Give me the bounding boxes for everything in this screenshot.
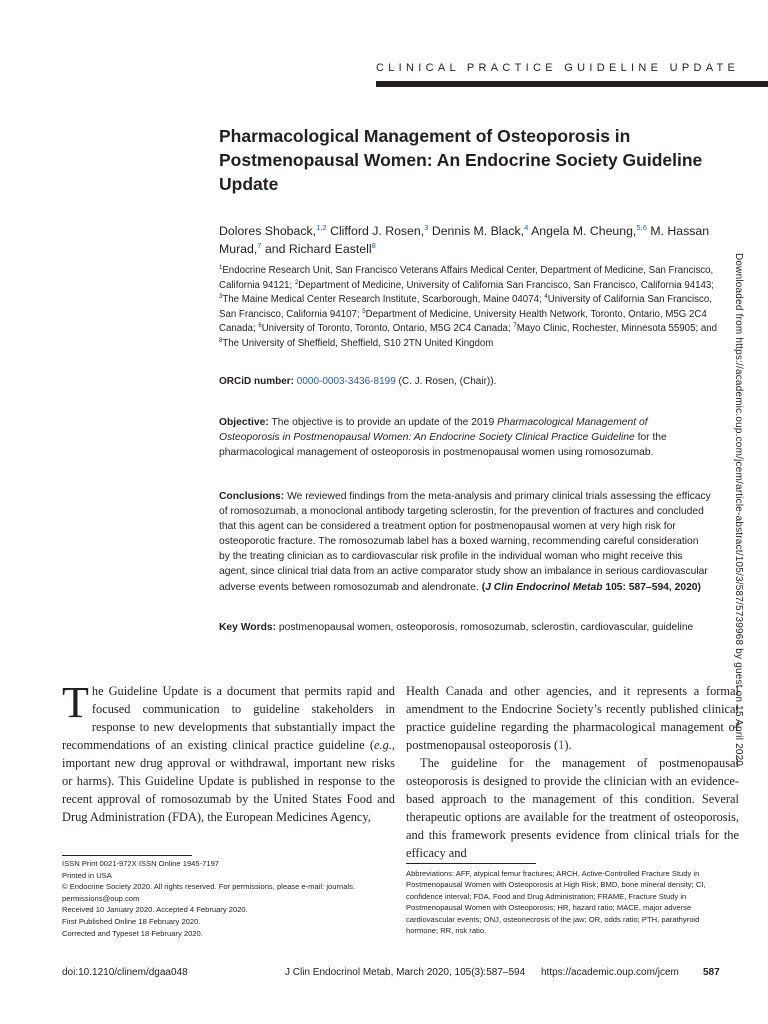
affil-number: 7 [513, 323, 517, 330]
publication-notes [62, 858, 392, 939]
published-line: First Published Online 18 February 2020. [62, 916, 201, 926]
drop-cap: T [62, 678, 89, 727]
author-name: M. Hassan Murad, [219, 224, 710, 256]
orcid-label: ORCiD number: [219, 376, 294, 387]
body-column-right [406, 682, 739, 862]
objective-text-end: for the pharmacological management of osteoporosis in postmenopausal women using romosozumab. [219, 432, 667, 459]
footnote-rule [62, 855, 192, 856]
footnote-rule [406, 863, 536, 864]
author-name: Angela M. Cheung, [531, 224, 637, 238]
orcid-line [219, 375, 719, 389]
orcid-link[interactable]: 0000-0003-3436-8199 [296, 376, 396, 387]
footer-doi[interactable]: doi:10.1210/clinem/dgaa048 [62, 967, 188, 978]
article-title: Pharmacological Management of Osteoporosis in Postmenopausal Women: An Endocrine Society Guideline Update [219, 126, 703, 194]
reference-link[interactable]: 1 [558, 738, 565, 752]
citation-journal: J Clin Endocrinol Metab [485, 581, 603, 593]
body-column-left [62, 678, 395, 826]
received-line: Received 10 January 2020. Accepted 4 February 2020. [62, 905, 248, 915]
affil-text: Department of Medicine, University of California San Francisco, San Francisco, California 94143; [298, 279, 714, 291]
author-name: Dennis M. Black, [431, 224, 525, 238]
keywords [219, 620, 711, 635]
affil-text: University of Toronto, Toronto, Ontario, M5G 2C4 Canada; [261, 323, 511, 335]
printed-line: Printed in USA [62, 870, 112, 880]
abbreviations-footnote: Abbreviations: AFF, atypical femur fractures; ARCH, Active-Controlled Fracture Study in Postmenopausal Women with Osteoporosis at High Risk; BMD, bone mineral density; CI, confidence interval; FDA, Food and Drug Administration; FRAME, Fracture Study in Postmenopausal Women with Osteoporosis; HR, hazard ratio; MACE, major adverse cardiovascular events; ONJ, osteonecrosis of the jaw; OR, odds ratio; PTH, parathyroid hormone; RR, risk ratio. [406, 869, 706, 936]
author-affil-ref[interactable]: 1,2 [316, 222, 327, 232]
author-affil-ref[interactable]: 5,6 [636, 222, 647, 232]
copyright-line: © Endocrine Society 2020. All rights reserved. For permissions, please e-mail: journals. [62, 882, 356, 892]
body-text: , important new drug approval or withdrawal, important new risks or harms). This Guideline Update is published in response to the recent approval of romosozumab by the United States Food and Drug Administration (FDA), the European Medicines Agency, [62, 738, 395, 824]
body-text: ). [564, 738, 572, 752]
conclusions-text: We reviewed findings from the meta-analysis and primary clinical trials assessing the efficacy of romosozumab, a monoclonal antibody targeting sclerostin, for the prevention of fractures and concluded that this agent can be considered a treatment option for postmenopausal women at very high risk for osteoporotic fracture. The romosozumab label has a boxed warning, recommending careful consideration by the treating clinician as to cardiovascular risk profile in the individual woman who might receive this agent, since clinical trial data from an active comparator study show an imbalance in serious cardiovascular adverse events between romosozumab and alendronate. [219, 491, 711, 593]
affil-number: 6 [258, 323, 262, 330]
body-text: he Guideline Update is a document that permits rapid and focused communication to guideline stakeholders in response to new developments that substantially impact the recommendations of an existing clinical practice guideline ( [62, 684, 395, 752]
conclusions-label: Conclusions: [219, 491, 285, 502]
download-watermark [733, 253, 760, 767]
abstract-objective [219, 415, 711, 460]
download-notice: Downloaded from https://academic.oup.com/jcem/article-abstract/105/3/587/5739968 by guest on 15 April 2020 [733, 253, 744, 767]
affil-text: Department of Medicine, University Health Network, Toronto, Ontario, M5G 2C4 Canada; [219, 308, 707, 335]
issn-line: ISSN Print 0021-972X ISSN Online 1945-7197 [62, 859, 220, 868]
header-rule [376, 81, 768, 87]
running-header: CLINICAL PRACTICE GUIDELINE UPDATE [376, 62, 740, 74]
objective-text: The objective is to provide an update of the 2019 [271, 417, 498, 428]
affil-number: 1 [219, 264, 223, 271]
keywords-label: Key Words: [219, 622, 277, 633]
objective-guideline-title: Pharmacological Management of Osteoporosis in Postmenopausal Women: An Endocrine Society Clinical Practice Guideline [219, 417, 648, 444]
author-affil-ref[interactable]: 8 [371, 240, 376, 250]
page-number: 587 [703, 967, 720, 978]
affil-text: University of California San Francisco, San Francisco, California 94107; [219, 294, 712, 320]
body-text: Health Canada and other agencies, and it represents a formal amendment to the Endocrine Society’s recently published clinical practice guideline regarding the pharmacological management of postmenopausal osteoporosis ( [406, 684, 739, 752]
author-conjunction: and [264, 242, 286, 256]
author-name: Dolores Shoback, [219, 224, 317, 238]
affil-number: 2 [294, 279, 299, 286]
author-list [219, 222, 719, 258]
citation-details: 105: 587–594, 2020) [602, 581, 701, 593]
objective-label: Objective: [219, 417, 269, 428]
abstract-conclusions [219, 489, 711, 595]
author-name: Clifford J. Rosen, [330, 224, 425, 238]
corrected-line: Corrected and Typeset 18 February 2020. [62, 928, 203, 938]
permissions-email: permissions@oup.com [62, 893, 140, 903]
footer-journal: J Clin Endocrinol Metab, March 2020, 105(3):587–594 [285, 967, 526, 978]
keywords-text: postmenopausal women, osteoporosis, romosozumab, sclerostin, cardiovascular, guideline [278, 622, 694, 633]
orcid-suffix: (C. J. Rosen, (Chair)). [395, 376, 497, 387]
affil-text: The University of Sheffield, Sheffield, S10 2TN United Kingdom [222, 337, 494, 349]
author-affil-ref[interactable]: 4 [524, 222, 529, 232]
author-name: Richard Eastell [288, 242, 372, 256]
affil-number: 3 [219, 293, 223, 300]
author-affil-ref[interactable]: 7 [257, 240, 262, 250]
body-paragraph: The guideline for the management of postmenopausal osteoporosis is designed to provide the clinician with an evidence-based approach to the management of this condition. Several therapeutic options are available for the treatment of osteoporosis, and this framework presents evidence from clinical trials for the efficacy and [406, 756, 739, 860]
affil-text: Mayo Clinic, Rochester, Minnesota 55905; and [516, 323, 718, 335]
affil-text: The Maine Medical Center Research Institute, Scarborough, Maine 04074; [222, 294, 542, 306]
author-affil-ref[interactable]: 3 [424, 222, 429, 232]
affil-number: 4 [544, 293, 548, 300]
footer-url[interactable]: https://academic.oup.com/jcem [541, 967, 679, 978]
affil-number: 8 [219, 337, 223, 344]
affil-number: 5 [362, 308, 366, 315]
affiliations [219, 264, 721, 352]
affil-text: Endocrine Research Unit, San Francisco Veterans Affairs Medical Center, Department of Medicine, San Francisco, California 94121; [219, 265, 714, 291]
body-italic: e.g. [374, 738, 392, 752]
citation: (J Clin Endocrinol Metab 105: 587–594, 2020) [481, 581, 701, 593]
